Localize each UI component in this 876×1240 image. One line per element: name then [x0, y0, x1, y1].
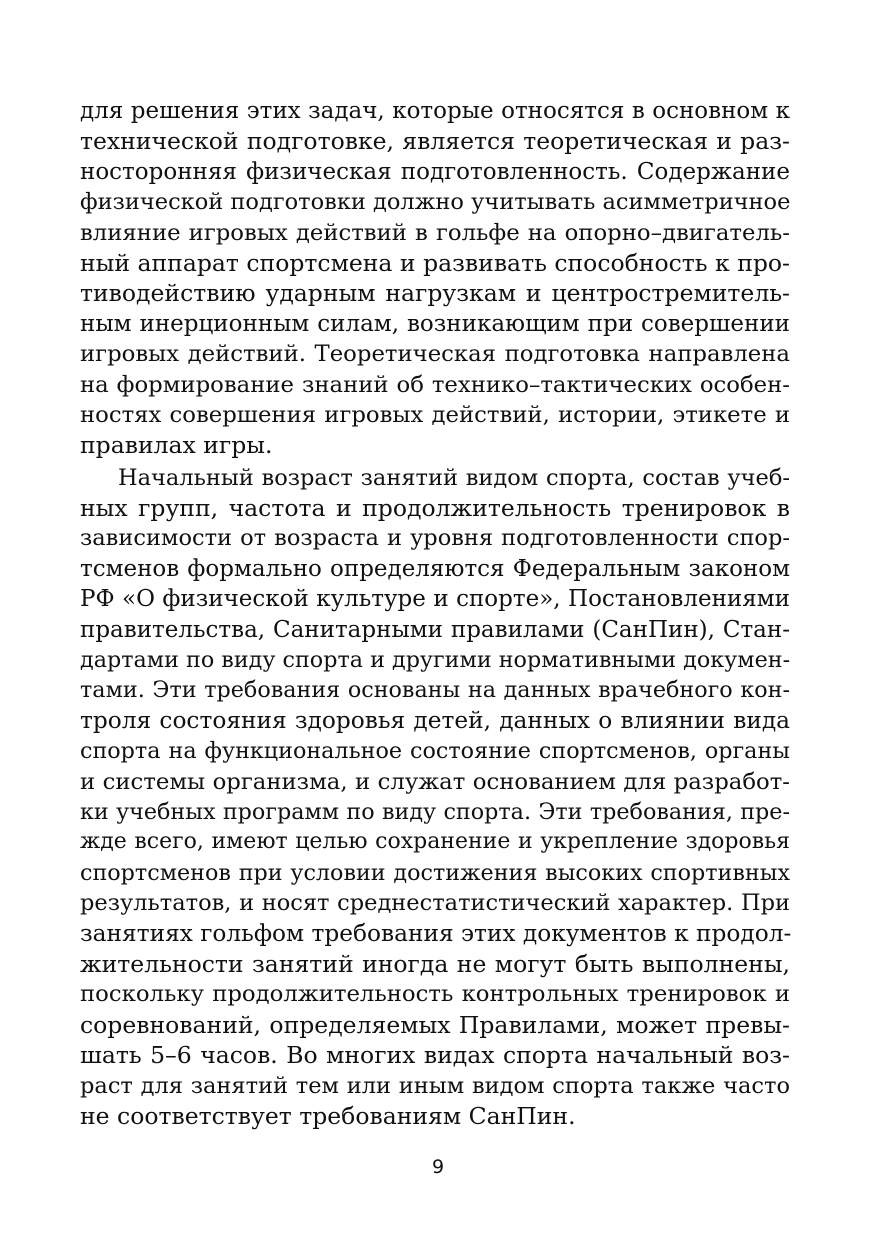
text-line: спорта на функциональное состояние спортсменов, органы	[80, 738, 790, 765]
text-line: раст для занятий тем или иным видом спорта также часто	[80, 1072, 790, 1099]
text-line: правилах игры.	[80, 431, 273, 460]
page-number: 9	[431, 1156, 445, 1178]
text-line: правительства, Санитарными правилами (СанПин), Стан-	[80, 616, 790, 643]
text-line: ный аппарат спортсмена и развивать способность к про-	[80, 248, 790, 277]
text-line: тами. Эти требования основаны на данных врачебного кон-	[80, 677, 790, 704]
body-text	[80, 96, 790, 1131]
text-line: соревнований, определяемых Правилами, может превы-	[80, 1010, 790, 1039]
text-line: спортсменов при условии достижения высоких спортивных	[80, 859, 790, 886]
text-line: тиводействию ударным нагрузкам и центростремитель-	[80, 279, 790, 308]
text-line: ки учебных программ по виду спорта. Эти требования, пре-	[80, 798, 790, 825]
text-line: игровых действий. Теоретическая подготовка направлена	[80, 341, 790, 368]
text-line: зависимости от возраста и уровня подготовленности спор-	[80, 525, 790, 552]
text-line: физической подготовки должно учитывать асимметричное	[80, 189, 791, 216]
text-line: на формирование знаний об технико–тактических особен-	[80, 371, 790, 398]
text-line: ным инерционным силам, возникающим при совершении	[80, 310, 790, 337]
text-line: результатов, и носят среднестатистический характер. При	[80, 890, 790, 917]
text-line: ных групп, частота и продолжительность тренировок в	[80, 494, 790, 523]
text-line: и системы организма, и служат основанием для разработ-	[80, 768, 790, 795]
text-line: ностях совершения игровых действий, истории, этикете и	[80, 401, 790, 428]
text-line: для решения этих задач, которые относятся в основном к	[80, 98, 790, 124]
text-line: троля состояния здоровья детей, данных о влиянии вида	[80, 706, 790, 734]
text-line: РФ «О физической культуре и спорте», Постановлениями	[80, 586, 790, 613]
text-line: Начальный возраст занятий видом спорта, состав учеб-	[118, 464, 790, 491]
text-line: дартами по виду спорта и другими нормативными докумен-	[80, 647, 791, 674]
paragraph-1	[80, 96, 790, 461]
paragraph-2	[80, 463, 790, 1132]
text-line: не соответствует требованиям СанПин.	[80, 1101, 576, 1130]
text-line: технической подготовке, является теоретическая и раз-	[80, 127, 790, 156]
text-line: жительности занятий иногда не могут быть выполнены,	[80, 949, 790, 978]
text-line: тсменов формально определяются Федеральным законом	[80, 555, 790, 582]
text-line: шать 5–6 часов. Во многих видах спорта начальный воз-	[80, 1041, 790, 1070]
text-line: занятиях гольфом требования этих документов к продол-	[80, 919, 792, 947]
text-line: жде всего, имеют целью сохранение и укрепление здоровья	[80, 829, 790, 855]
text-line: влияние игровых действий в гольфе на опорно–двигатель-	[80, 219, 790, 246]
text-line: носторонняя физическая подготовленность. Содержание	[80, 158, 790, 185]
text-line: поскольку продолжительность контрольных тренировок и	[80, 981, 790, 1008]
